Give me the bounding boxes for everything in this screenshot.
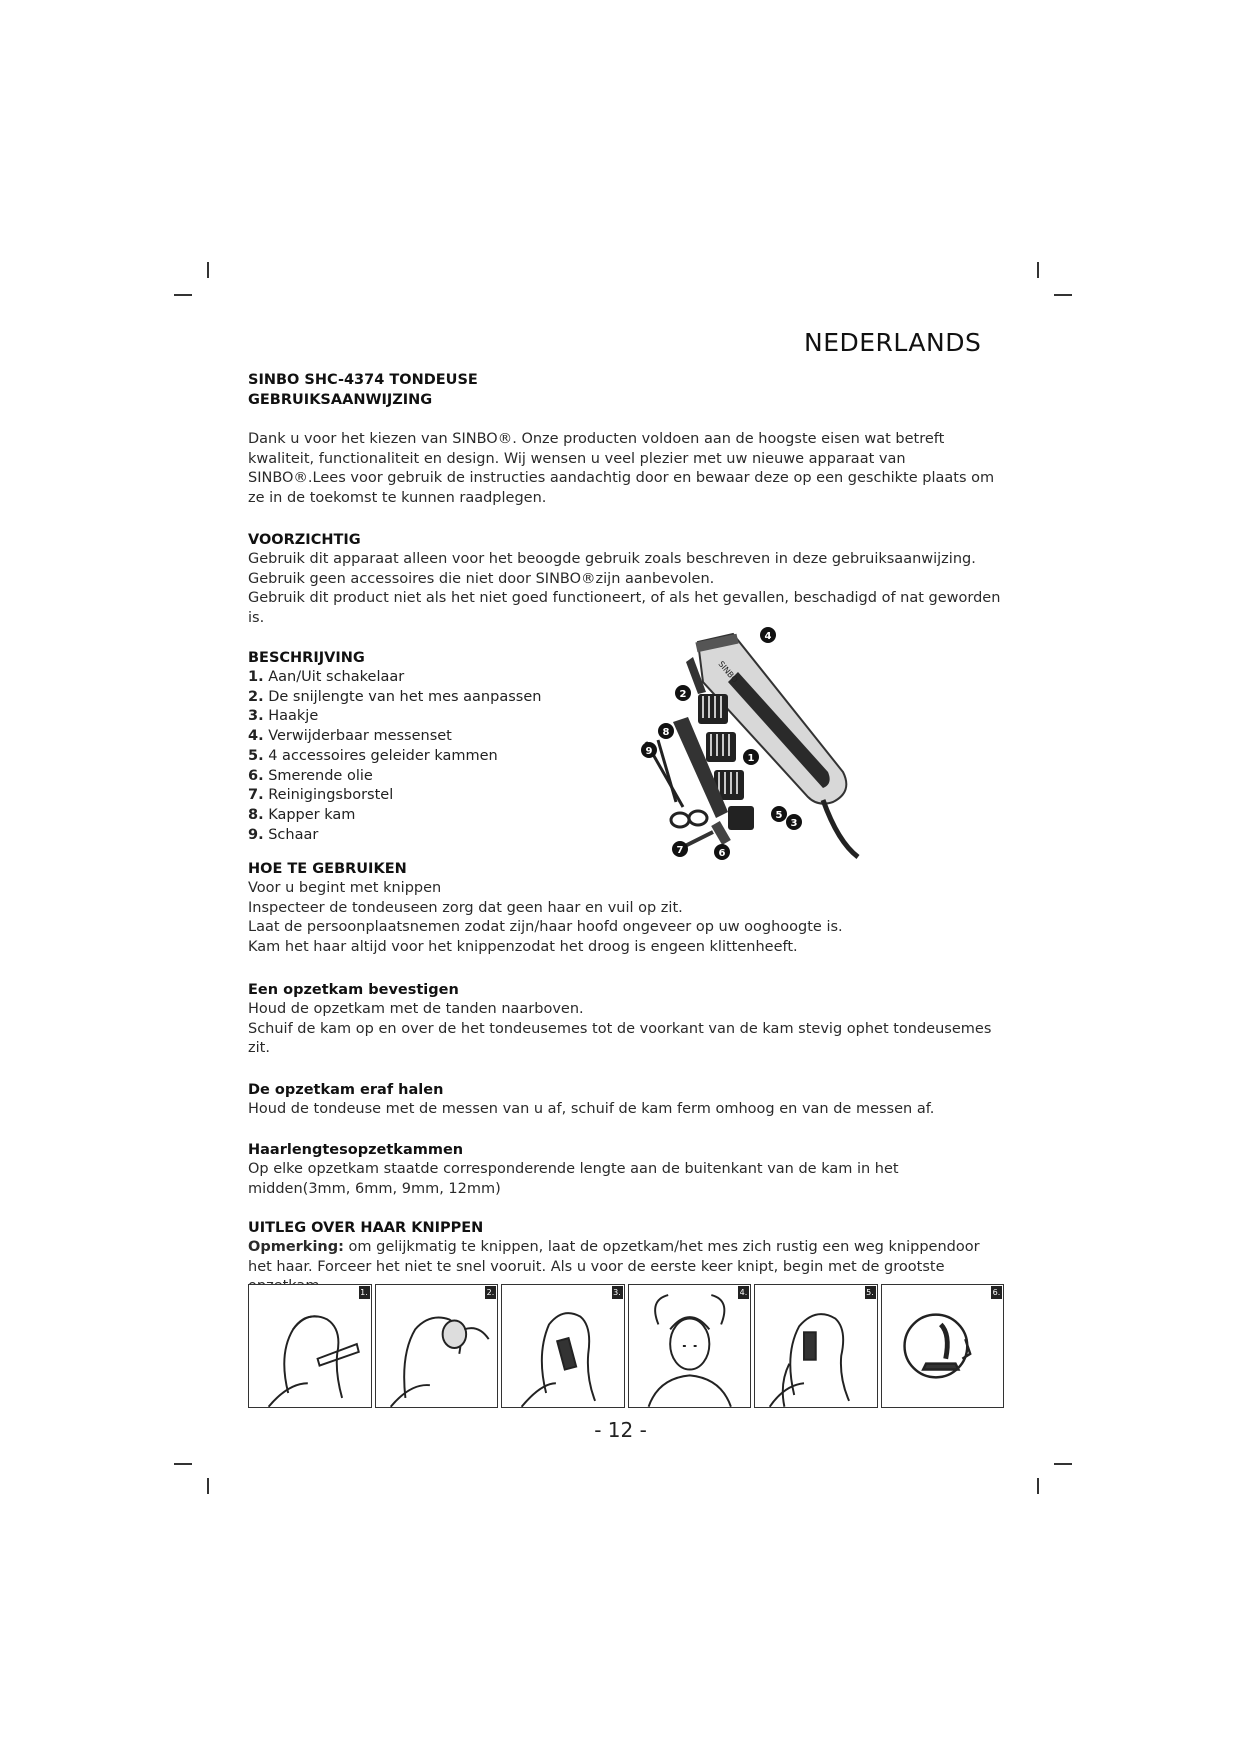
doc-title <box>248 370 1004 410</box>
crop-mark-tr-v <box>1037 262 1039 278</box>
step-panel <box>754 1284 878 1408</box>
step-illustrations <box>248 1284 1004 1412</box>
step-panel <box>628 1284 752 1408</box>
step-5-image <box>755 1285 877 1407</box>
crop-mark-tl-v <box>207 262 209 278</box>
list-item: 6. Smerende olie <box>248 767 373 784</box>
howto-line4: Kam het haar altijd voor het knippenzodat het droog is engeen klittenheeft. <box>248 938 798 955</box>
crop-mark-bl-v <box>207 1478 209 1494</box>
intro-text: Dank u voor het kiezen van SINBO®. Onze producten voldoen aan de hoogste eisen wat betreft kwaliteit, functionaliteit en design. Wij wensen u veel plezier met uw nieuwe apparaat van SINBO®.Lees voor gebruik de instructies aandachtig door en bewaar deze op een geschikte plaats om ze in de toekomst te kunnen raadplegen. <box>248 431 995 506</box>
lengths-section <box>248 1140 1004 1199</box>
caution-line3: Gebruik dit product niet als het niet goed functioneert, of als het gevallen, beschadigd of nat geworden is. <box>248 590 1001 626</box>
attach-section <box>248 980 1004 1059</box>
step-number: 5. <box>866 1288 874 1297</box>
step-3-image <box>502 1285 624 1407</box>
svg-text:SINBO: SINBO <box>716 659 740 685</box>
cutting-heading: UITLEG OVER HAAR KNIPPEN <box>248 1220 484 1236</box>
doc-title-line1: SINBO SHC-4374 TONDEUSE <box>248 372 478 388</box>
step-number: 4. <box>739 1288 748 1297</box>
crop-mark-tr-h <box>1054 294 1072 296</box>
doc-title-line2: GEBRUIKSAANWIJZING <box>248 392 433 408</box>
list-item: 8. Kapper kam <box>248 806 356 823</box>
step-number: 1. <box>360 1288 368 1297</box>
list-item: 3. Haakje <box>248 708 319 725</box>
svg-text:9: 9 <box>645 746 653 757</box>
lengths-heading: Haarlengtesopzetkammen <box>248 1142 464 1158</box>
step-number: 2. <box>486 1288 495 1297</box>
list-item: 1. Aan/Uit schakelaar <box>248 669 405 685</box>
howto-section <box>248 859 1004 957</box>
step-6-image <box>882 1285 1004 1407</box>
list-item: 2. De snijlengte van het mes aanpassen <box>248 688 542 705</box>
remove-heading: De opzetkam eraf halen <box>248 1082 444 1098</box>
note-label: Opmerking: <box>248 1239 344 1255</box>
description-section <box>248 648 608 845</box>
step-panel <box>881 1284 1005 1408</box>
howto-line3: Laat de persoonplaatsnemen zodat zijn/haar hoofd ongeveer op uw ooghoogte is. <box>248 919 843 935</box>
svg-text:4: 4 <box>764 631 772 642</box>
svg-text:8: 8 <box>662 727 670 738</box>
remove-line1: Houd de tondeuse met de messen van u af, schuif de kam ferm omhoog en van de messen af. <box>248 1101 935 1117</box>
step-panel <box>375 1284 499 1408</box>
step-4-image <box>629 1285 751 1407</box>
howto-heading: HOE TE GEBRUIKEN <box>248 861 407 877</box>
lengths-line1: Op elke opzetkam staatde corresponderende lengte aan de buitenkant van de kam in het midden(3mm, 6mm, 9mm, 12mm) <box>248 1161 899 1197</box>
attach-heading: Een opzetkam bevestigen <box>248 982 459 998</box>
list-item: 4. Verwijderbaar messenset <box>248 728 452 745</box>
crop-mark-bl-h <box>174 1463 192 1465</box>
caution-line1: Gebruik dit apparaat alleen voor het beoogde gebruik zoals beschreven in deze gebruiksaanwijzing. <box>248 551 976 567</box>
svg-text:5: 5 <box>775 810 783 821</box>
description-list <box>248 668 608 845</box>
step-panel <box>248 1284 372 1408</box>
clipper-image <box>628 622 868 872</box>
howto-line2: Inspecteer de tondeuseen zorg dat geen haar en vuil op zit. <box>248 899 683 916</box>
svg-text:2: 2 <box>679 689 687 700</box>
attach-line2: Schuif de kam op en over de het tondeusemes tot de voorkant van de kam stevig ophet tondeusemes zit. <box>248 1020 992 1056</box>
remove-section <box>248 1080 1004 1120</box>
attach-line1: Houd de opzetkam met de tanden naarboven. <box>248 1001 584 1017</box>
crop-mark-br-h <box>1054 1463 1072 1465</box>
product-illustration <box>628 622 868 872</box>
list-item: 9. Schaar <box>248 826 319 843</box>
caution-section <box>248 530 1004 628</box>
caution-line2: Gebruik geen accessoires die niet door SINBO®zijn aanbevolen. <box>248 570 715 587</box>
svg-text:6: 6 <box>718 848 726 859</box>
intro-paragraph <box>248 430 1004 508</box>
step-1-image <box>249 1285 371 1407</box>
step-panel <box>501 1284 625 1408</box>
note-text: om gelijkmatig te knippen, laat de opzetkam/het mes zich rustig een weg knippendoor het haar. Forceer het niet te snel vooruit. Als u voor de eerste keer knipt, begin met de grootste <box>248 1239 980 1275</box>
step-number: 6. <box>992 1288 1001 1297</box>
page-number: - 12 - <box>594 1418 647 1442</box>
crop-mark-br-v <box>1037 1478 1039 1494</box>
list-item: 5. 4 accessoires geleider kammen <box>248 747 498 764</box>
svg-text:1: 1 <box>747 753 755 764</box>
howto-line1: Voor u begint met knippen <box>248 880 442 896</box>
svg-text:3: 3 <box>790 818 798 829</box>
step-number: 3. <box>613 1288 621 1297</box>
description-heading: BESCHRIJVING <box>248 650 365 666</box>
step-2-image <box>376 1285 498 1407</box>
language-title: NEDERLANDS <box>804 328 982 357</box>
svg-text:7: 7 <box>676 845 684 856</box>
caution-heading: VOORZICHTIG <box>248 532 361 548</box>
list-item: 7. Reinigingsborstel <box>248 787 394 804</box>
crop-mark-tl-h <box>174 294 192 296</box>
